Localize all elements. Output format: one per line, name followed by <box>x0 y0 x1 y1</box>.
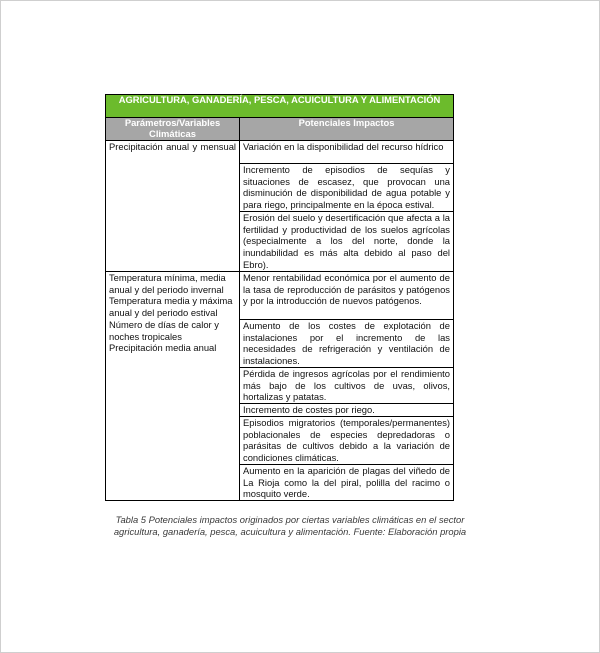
climate-impacts-table <box>105 94 454 501</box>
header-parameters: Parámetros/Variables Climáticas <box>106 118 240 141</box>
parameter-text: Precipitación media anual <box>109 342 217 354</box>
impact-cell: Menor rentabilidad económica por el aumento de la tasa de reproducción de parásitos y patógenos y por la introducción de nuevos patógenos. <box>240 272 454 320</box>
impact-cell: Variación en la disponibilidad del recurso hídrico <box>240 141 454 164</box>
parameters-cell-precipitation <box>106 141 240 272</box>
parameter-text: Precipitación anual y mensual <box>109 141 236 152</box>
impact-cell: Incremento de costes por riego. <box>240 404 454 417</box>
parameter-text: Temperatura media y máxima anual y del periodo estival <box>109 295 233 319</box>
table-caption: Tabla 5 Potenciales impactos originados por ciertas variables climáticas en el sector agricultura, ganadería, pesca, acuicultura y alimentación. Fuente: Elaboración propia <box>113 514 467 537</box>
parameters-cell-temperature <box>106 272 240 501</box>
parameter-text: Número de días de calor y noches tropicales <box>109 318 219 342</box>
table-row <box>106 141 454 164</box>
impact-cell: Episodios migratorios (temporales/permanentes) poblacionales de especies depredadoras o parásitas de cultivos debido a la variación de condiciones climáticas. <box>240 416 454 464</box>
table-header-row <box>106 118 454 141</box>
table-title-row <box>106 95 454 118</box>
impact-cell: Aumento de los costes de explotación de instalaciones por el incremento de las necesidades de refrigeración y ventilación de instalaciones. <box>240 320 454 368</box>
table-row <box>106 272 454 320</box>
parameter-text: Temperatura mínima, media anual y del periodo invernal <box>109 272 226 295</box>
impact-cell: Pérdida de ingresos agrícolas por el rendimiento más bajo de los cultivos de uvas, olivos, hortalizas y patatas. <box>240 368 454 404</box>
header-impacts: Potenciales Impactos <box>240 118 454 141</box>
impact-cell: Erosión del suelo y desertificación que afecta a la fertilidad y productividad de los suelos agrícolas (especialmente a los del norte, donde la inundabilidad es más alta debido al paso del Ebro). <box>240 212 454 272</box>
table-title: AGRICULTURA, GANADERÍA, PESCA, ACUICULTURA Y ALIMENTACIÓN <box>106 95 454 118</box>
impact-cell: Aumento en la aparición de plagas del viñedo de La Rioja como la del piral, polilla del racimo o mosquito verde. <box>240 464 454 500</box>
impact-cell: Incremento de episodios de sequías y situaciones de escasez, que provocan una disminución de disponibilidad de agua potable y para riego, principalmente en la época estival. <box>240 164 454 212</box>
